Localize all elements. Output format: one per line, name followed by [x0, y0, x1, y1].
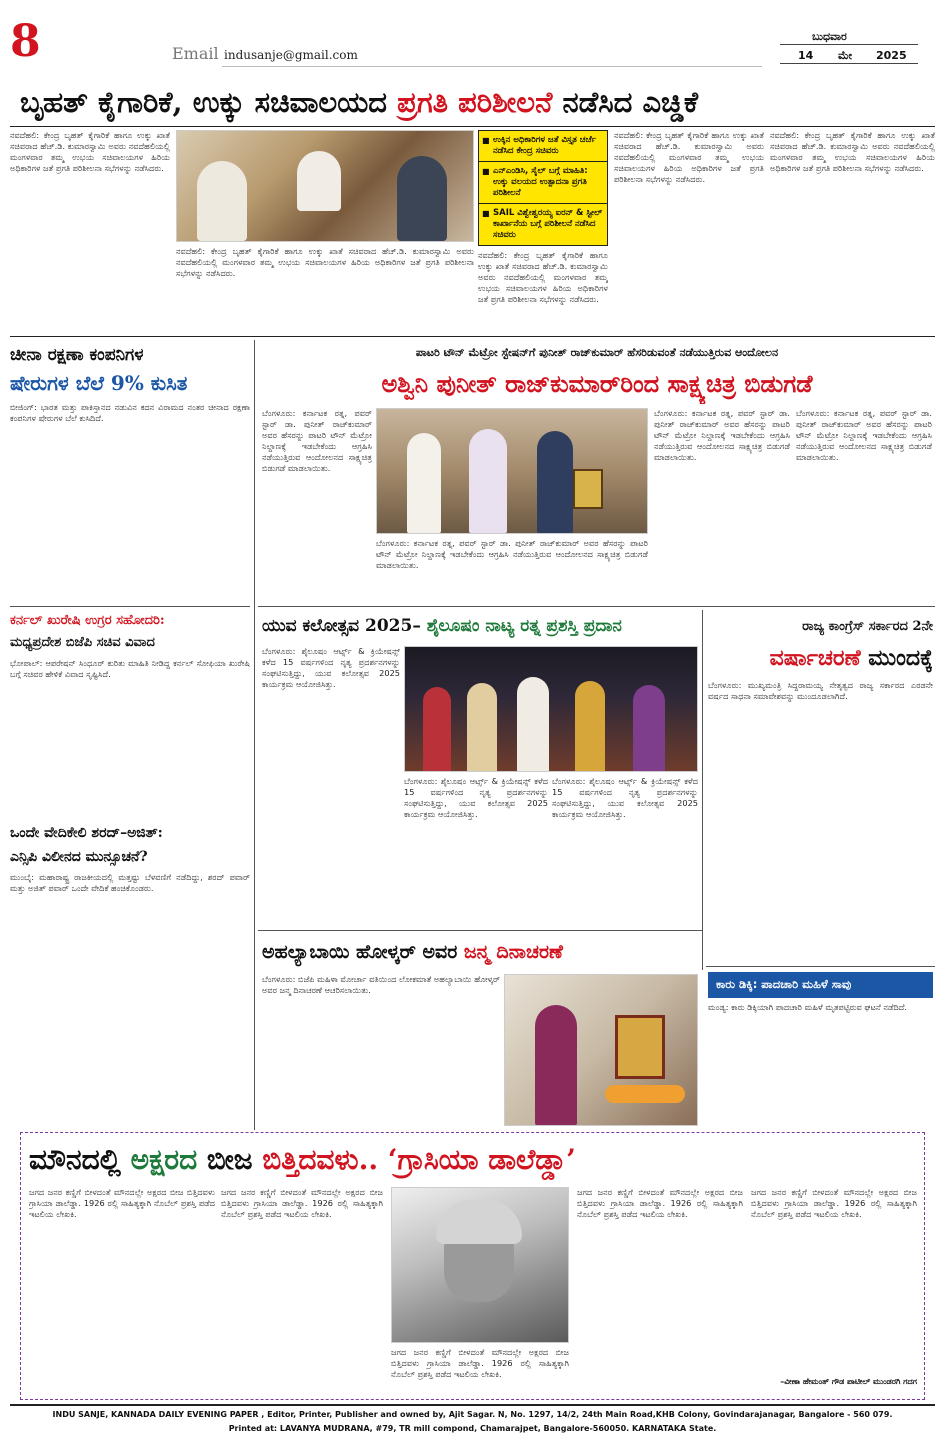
- headline-part: ಬೀಜ: [197, 1143, 263, 1176]
- person-figure: [535, 1005, 577, 1125]
- documentary-release-photo: [376, 408, 648, 534]
- headline-part-highlight: ಶೈಲೂಷಂ ನಾಟ್ಯ ರತ್ನ ಪ್ರಶಸ್ತಿ ಪ್ರದಾನ: [426, 616, 622, 636]
- story-body: ಬೆಂಗಳೂರು: ಕರ್ನಾಟಕ ರತ್ನ, ಪವರ್ ಸ್ಟಾರ್ ಡಾ. ಪುನೀತ್ ರಾಜ್‌ಕುಮಾರ್ ಅವರ ಹೆಸರನ್ನು ಪಾಟರಿ ಟೌನ್ ಮೆಟ್ರೋ ನಿಲ್ದಾಣಕ್ಕೆ ಇಡಬೇಕೆಂದು ಆಗ್ರಹಿಸಿ ನಡೆಯುತ್ತಿರುವ ಆಂದೋಲನದ ಸಾಕ್ಷ್ಯಚಿತ್ರ ಬಿಡುಗಡೆ ಮಾಡಲಾಯಿತು.: [376, 538, 648, 570]
- highlights-box: [478, 130, 608, 246]
- person-figure: [537, 431, 573, 533]
- story-body: ನವದೆಹಲಿ: ಕೇಂದ್ರ ಬೃಹತ್ ಕೈಗಾರಿಕೆ ಹಾಗೂ ಉಕ್ಕು ಖಾತೆ ಸಚಿವರಾದ ಹೆಚ್.ಡಿ. ಕುಮಾರಸ್ವಾಮಿ ಅವರು ನವದೆಹಲಿಯಲ್ಲಿ ಮಂಗಳವಾರ ತಮ್ಮ ಉಭಯ ಸಚಿವಾಲಯಗಳ ಹಿರಿಯ ಅಧಿಕಾರಿಗಳ ಜತೆ ಪ್ರಗತಿ ಪರಿಶೀಲನಾ ಸಭೆಗಳನ್ನು ನಡೆಸಿದರು.: [770, 130, 935, 173]
- story-body: ನವದೆಹಲಿ: ಕೇಂದ್ರ ಬೃಹತ್ ಕೈಗಾರಿಕೆ ಹಾಗೂ ಉಕ್ಕು ಖಾತೆ ಸಚಿವರಾದ ಹೆಚ್.ಡಿ. ಕುಮಾರಸ್ವಾಮಿ ಅವರು ನವದೆಹಲಿಯಲ್ಲಿ ಮಂಗಳವಾರ ತಮ್ಮ ಉಭಯ ಸಚಿವಾಲಯಗಳ ಹಿರಿಯ ಅಧಿಕಾರಿಗಳ ಜತೆ ಪ್ರಗತಿ ಪರಿಶೀಲನಾ ಸಭೆಗಳನ್ನು ನಡೆಸಿದರು.: [614, 130, 764, 184]
- headline-part: ಎನ್ಸಿಪಿ ವಿಲೀನದ ಮುನ್ಸೂಚನೆ?: [10, 849, 148, 865]
- story-body: ಜಗದ ಜನರ ಕಣ್ಣಿಗೆ ಬೀಳದಂತೆ ಮೌನದಲ್ಲೇ ಅಕ್ಷರದ ಬೀಜ ಬಿತ್ತಿದವಳು ಗ್ರಾಸಿಯಾ ಡಾಲೆಡ್ಡಾ. 1926 ರಲ್ಲಿ ಸಾಹಿತ್ಯಕ್ಕಾಗಿ ನೊಬೆಲ್ ಪ್ರಶಸ್ತಿ ಪಡೆದ ಇಟಲಿಯ ಲೇಖಕಿ.: [221, 1187, 383, 1219]
- kicker-metro: [262, 344, 932, 362]
- headline-part: ಬೃಹತ್ ಕೈಗಾರಿಕೆ, ಉಕ್ಕು ಸಚಿವಾಲಯದ: [20, 85, 398, 119]
- footer-rule: [10, 1404, 935, 1406]
- column-divider: [254, 340, 255, 1130]
- headline-part: ಅಹಲ್ಯಾಬಾಯಿ ಹೋಳ್ಕರ್ ಅವರ: [262, 941, 464, 963]
- headline-part: ಚೀನಾ ರಕ್ಷಣಾ ಕಂಪನಿಗಳ: [10, 345, 144, 365]
- story-body: ಬೆಂಗಳೂರು: ಮುಖ್ಯಮಂತ್ರಿ ಸಿದ್ದರಾಮಯ್ಯ ನೇತೃತ್ವದ ರಾಜ್ಯ ಸರ್ಕಾರದ ಎರಡನೇ ವರ್ಷದ ಸಾಧನಾ ಸಮಾವೇಶವನ್ನು ಮುಂದೂಡಲಾಗಿದೆ.: [708, 680, 933, 701]
- person-figure: [517, 677, 549, 772]
- headline-part: ಮಧ್ಯಪ್ರದೇಶ ಬಿಜೆಪಿ ಸಚಿವ ವಿವಾದ: [10, 635, 155, 650]
- memento-frame: [573, 469, 603, 509]
- headline-part: ಅಶ್ವಿನಿ ಪುನೀತ್ ರಾಜ್‌ಕುಮಾರ್‌ರಿಂದ: [381, 369, 668, 398]
- rule: [10, 606, 250, 607]
- story-body: ಬೆಂಗಳೂರು: ಕರ್ನಾಟಕ ರತ್ನ, ಪವರ್ ಸ್ಟಾರ್ ಡಾ. ಪುನೀತ್ ರಾಜ್‌ಕುಮಾರ್ ಅವರ ಹೆಸರನ್ನು ಪಾಟರಿ ಟೌನ್ ಮೆಟ್ರೋ ನಿಲ್ದಾಣಕ್ಕೆ ಇಡಬೇಕೆಂದು ಆಗ್ರಹಿಸಿ ನಡೆಯುತ್ತಿರುವ ಆಂದೋಲನದ ಸಾಕ್ಷ್ಯಚಿತ್ರ ಬಿಡುಗಡೆ ಮಾಡಲಾಯಿತು.: [654, 408, 790, 462]
- kicker-text: ರಾಜ್ಯ ಕಾಂಗ್ರೆಸ್ ಸರ್ಕಾರದ 2ನೇ: [802, 619, 933, 634]
- story-body: ಜಗದ ಜನರ ಕಣ್ಣಿಗೆ ಬೀಳದಂತೆ ಮೌನದಲ್ಲೇ ಅಕ್ಷರದ ಬೀಜ ಬಿತ್ತಿದವಳು ಗ್ರಾಸಿಯಾ ಡಾಲೆಡ್ಡಾ. 1926 ರಲ್ಲಿ ಸಾಹಿತ್ಯಕ್ಕಾಗಿ ನೊಬೆಲ್ ಪ್ರಶಸ್ತಿ ಪಡೆದ ಇಟಲಿಯ ಲೇಖಕಿ.: [751, 1187, 917, 1219]
- person-figure: [467, 683, 497, 772]
- story-body: ನವದೆಹಲಿ: ಕೇಂದ್ರ ಬೃಹತ್ ಕೈಗಾರಿಕೆ ಹಾಗೂ ಉಕ್ಕು ಖಾತೆ ಸಚಿವರಾದ ಹೆಚ್.ಡಿ. ಕುಮಾರಸ್ವಾಮಿ ಅವರು ನವದೆಹಲಿಯಲ್ಲಿ ಮಂಗಳವಾರ ತಮ್ಮ ಉಭಯ ಸಚಿವಾಲಯಗಳ ಹಿರಿಯ ಅಧಿಕಾರಿಗಳ ಜತೆ ಪ್ರಗತಿ ಪರಿಶೀಲನಾ ಸಭೆಗಳನ್ನು ನಡೆಸಿದರು.: [10, 130, 170, 173]
- headline-ahilyabai: [262, 934, 698, 970]
- headline-anniversary-postponed: [708, 640, 933, 676]
- headline-part-highlight: ಬಿತ್ತಿದವಳು.. ‘ಗ್ರಾಸಿಯಾ ಡಾಲೆಡ್ಡಾ’: [262, 1143, 576, 1176]
- person-figure: [297, 151, 341, 211]
- rule: [258, 930, 702, 931]
- headline-china-shares: [10, 368, 250, 398]
- highlight-item: ■ ಉಕ್ಕಿನ ಅಧಿಕಾರಿಗಳ ಜತೆ ವಿಸ್ತೃತ ಚರ್ಚೆ ನಡೆಸಿದ ಕೇಂದ್ರ ಸಚಿವರು: [479, 131, 607, 162]
- headline-part-highlight: ಷೇರುಗಳ ಬೆಲೆ 9% ಕುಸಿತ: [10, 371, 188, 395]
- date-day: 14: [798, 49, 814, 62]
- person-figure: [469, 429, 507, 533]
- feature-box: [20, 1132, 925, 1400]
- kicker-congress: [708, 616, 933, 638]
- headline-part-highlight: ಸಾಕ್ಷ್ಯಚಿತ್ರ ಬಿಡುಗಡೆ: [667, 369, 813, 398]
- highlight-item: ■ ಎನ್ಎಂಡಿಸಿ, ಸೈಲ್ ಬಗ್ಗೆ ಮಾಹಿತಿ: ಉಕ್ಕು ವಲಯದ ಉತ್ಪಾದನಾ ಪ್ರಗತಿ ಪರಿಶೀಲನೆ: [479, 162, 607, 204]
- headline-part-highlight: ಕರ್ನಲ್ ಖುರೇಷಿ ಉಗ್ರರ ಸಹೋದರಿ:: [10, 613, 165, 628]
- story-body: ಭೋಪಾಲ್: ಆಪರೇಷನ್ ಸಿಂಧೂರ್ ಕುರಿತು ಮಾಹಿತಿ ನೀಡಿದ್ದ ಕರ್ನಲ್ ಸೋಫಿಯಾ ಖುರೇಷಿ ಬಗ್ಗೆ ಸಚಿವರ ಹೇಳಿಕೆ ವಿವಾದ ಸೃಷ್ಟಿಸಿದೆ.: [10, 658, 250, 679]
- headline-yuva-kalotsava: [262, 610, 698, 642]
- person-figure: [197, 161, 247, 241]
- story-body: ಬೀಜಿಂಗ್: ಭಾರತ ಮತ್ತು ಪಾಕಿಸ್ತಾನದ ನಡುವಿನ ಕದನ ವಿರಾಮದ ನಂತರ ಚೀನಾದ ರಕ್ಷಣಾ ಕಂಪನಿಗಳ ಷೇರುಗಳ ಬೆಲೆ ಕುಸಿದಿದೆ.: [10, 402, 250, 423]
- email-label: Email: [172, 44, 219, 63]
- date-month: ಮೇ: [838, 49, 853, 62]
- rule: [258, 606, 935, 607]
- masthead-rule: [222, 66, 762, 67]
- highlights-list: [479, 131, 607, 245]
- portrait-hair: [436, 1200, 522, 1244]
- person-figure: [575, 681, 605, 772]
- headline-part: ಒಂದೇ ವೇದಿಕೇಲಿ ಶರದ್–ಅಜಿತ್:: [10, 825, 163, 841]
- headline-part: ಯುವ ಕಲೋತ್ಸವ 2025–: [262, 616, 427, 636]
- headline-steel-ministry: [20, 80, 925, 124]
- story-body: ಮಂಡ್ಯ: ಕಾರು ಡಿಕ್ಕಿಯಾಗಿ ಪಾದಚಾರಿ ಮಹಿಳೆ ಮೃತಪಟ್ಟಿರುವ ಘಟನೆ ನಡೆದಿದೆ.: [708, 1002, 908, 1012]
- rule: [10, 126, 935, 127]
- byline: –ವೀಣಾ ಹೇಮಂತ್ ಗೌಡ ಪಾಟೀಲ್ ಮುಂಡರಗಿ ಗದಗ: [780, 1377, 917, 1386]
- page-number: 8: [10, 16, 41, 67]
- headline-grazia-deledda: [29, 1137, 914, 1183]
- rule: [706, 966, 935, 967]
- story-body: ಬೆಂಗಳೂರು: ಶೈಲೂಷಂ ಆರ್ಟ್ಸ್ & ಕ್ರಿಯೇಷನ್ಸ್ ಕಳೆದ 15 ವರ್ಷಗಳಿಂದ ನೃತ್ಯ ಪ್ರದರ್ಶನಗಳನ್ನು ಸಂಘಟಿಸುತ್ತಿದ್ದು, ಯುವ ಕಲೋತ್ಸವ 2025 ಕಾರ್ಯಕ್ರಮ ಆಯೋಜಿಸಿತ್ತು.: [552, 776, 698, 819]
- tribute-photo: [504, 974, 698, 1126]
- portrait-frame: [615, 1015, 665, 1079]
- story-body: ನವದೆಹಲಿ: ಕೇಂದ್ರ ಬೃಹತ್ ಕೈಗಾರಿಕೆ ಹಾಗೂ ಉಕ್ಕು ಖಾತೆ ಸಚಿವರಾದ ಹೆಚ್.ಡಿ. ಕುಮಾರಸ್ವಾಮಿ ಅವರು ನವದೆಹಲಿಯಲ್ಲಿ ಮಂಗಳವಾರ ತಮ್ಮ ಉಭಯ ಸಚಿವಾಲಯಗಳ ಹಿರಿಯ ಅಧಿಕಾರಿಗಳ ಜತೆ ಪ್ರಗತಿ ಪರಿಶೀಲನಾ ಸಭೆಗಳನ್ನು ನಡೆಸಿದರು.: [478, 250, 608, 304]
- masthead: [0, 0, 945, 70]
- story-body: ಜಗದ ಜನರ ಕಣ್ಣಿಗೆ ಬೀಳದಂತೆ ಮೌನದಲ್ಲೇ ಅಕ್ಷರದ ಬೀಜ ಬಿತ್ತಿದವಳು ಗ್ರಾಸಿಯಾ ಡಾಲೆಡ್ಡಾ. 1926 ರಲ್ಲಿ ಸಾಹಿತ್ಯಕ್ಕಾಗಿ ನೊಬೆಲ್ ಪ್ರಶಸ್ತಿ ಪಡೆದ ಇಟಲಿಯ ಲೇಖಕಿ.: [29, 1187, 215, 1219]
- headline-sharad-ajit: [10, 822, 250, 844]
- headline-part-highlight: ಅಕ್ಷರದ: [130, 1143, 198, 1176]
- headline-part-highlight: ಪ್ರಗತಿ ಪರಿಶೀಲನೆ: [397, 85, 553, 119]
- meeting-photo: [176, 130, 474, 242]
- story-body: ಜಗದ ಜನರ ಕಣ್ಣಿಗೆ ಬೀಳದಂತೆ ಮೌನದಲ್ಲೇ ಅಕ್ಷರದ ಬೀಜ ಬಿತ್ತಿದವಳು ಗ್ರಾಸಿಯಾ ಡಾಲೆಡ್ಡಾ. 1926 ರಲ್ಲಿ ಸಾಹಿತ್ಯಕ್ಕಾಗಿ ನೊಬೆಲ್ ಪ್ರಶಸ್ತಿ ಪಡೆದ ಇಟಲಿಯ ಲೇಖಕಿ.: [577, 1187, 743, 1219]
- person-figure: [423, 687, 451, 772]
- headline-part: ನಡೆಸಿದ ಎಚ್ಡಿಕೆ: [552, 85, 699, 119]
- highlight-item: ■ SAIL ವಿಶ್ವೇಶ್ವರಯ್ಯ ಐರನ್ & ಸ್ಟೀಲ್ ಕಾರ್ಖಾನೆಯ ಬಗ್ಗೆ ಪರಿಶೀಲನೆ ನಡೆಸಿದ ಸಚಿವರು: [479, 204, 607, 245]
- email-address[interactable]: indusanje@gmail.com: [224, 48, 358, 62]
- weekday: ಬುಧವಾರ: [812, 30, 847, 43]
- headline-accident: ಕಾರು ಡಿಕ್ಕಿ: ಪಾದಚಾರಿ ಮಹಿಳೆ ಸಾವು: [716, 977, 852, 991]
- award-ceremony-photo: [404, 646, 698, 772]
- rule: [10, 336, 935, 337]
- headline-mp-controversy: [10, 632, 250, 654]
- story-body: ಬೆಂಗಳೂರು: ಕರ್ನಾಟಕ ರತ್ನ, ಪವರ್ ಸ್ಟಾರ್ ಡಾ. ಪುನೀತ್ ರಾಜ್‌ಕುಮಾರ್ ಅವರ ಹೆಸರನ್ನು ಪಾಟರಿ ಟೌನ್ ಮೆಟ್ರೋ ನಿಲ್ದಾಣಕ್ಕೆ ಇಡಬೇಕೆಂದು ಆಗ್ರಹಿಸಿ ನಡೆಯುತ್ತಿರುವ ಆಂದೋಲನದ ಸಾಕ್ಷ್ಯಚಿತ್ರ ಬಿಡುಗಡೆ ಮಾಡಲಾಯಿತು.: [262, 408, 372, 473]
- imprint-line: INDU SANJE, KANNADA DAILY EVENING PAPER , Editor, Printer, Publisher and owned by, Ajit Sagar. N, No. 1297, 14/2, 24th Main Road,KHB Colony, Govindarajanagar, Bangalore - 560 079.: [52, 1410, 893, 1419]
- column-divider: [702, 610, 703, 970]
- headline-china-defence: [10, 342, 250, 368]
- author-portrait: [391, 1187, 569, 1343]
- printer-line: Printed at: LAVANYA MUDRANA, #79, TR mill compond, Chamarajpet, Bangalore-560050. KARNATAKA State.: [228, 1424, 717, 1433]
- kicker-text: ಪಾಟರಿ ಟೌನ್ ಮೆಟ್ರೋ ಸ್ಟೇಷನ್‌ಗೆ ಪುನೀತ್ ರಾಜ್‌ಕುಮಾರ್ ಹೆಸರಿಡುವಂತೆ ನಡೆಯುತ್ತಿರುವ ಆಂದೋಲನ: [415, 346, 779, 359]
- person-figure: [397, 156, 447, 241]
- headline-ncp-merger: [10, 846, 250, 868]
- headline-part: ಮೌನದಲ್ಲಿ: [29, 1143, 131, 1176]
- headline-colonel-remark: [10, 610, 250, 632]
- headline-ashwini-puneeth: [262, 364, 932, 404]
- story-body: ನವದೆಹಲಿ: ಕೇಂದ್ರ ಬೃಹತ್ ಕೈಗಾರಿಕೆ ಹಾಗೂ ಉಕ್ಕು ಖಾತೆ ಸಚಿವರಾದ ಹೆಚ್.ಡಿ. ಕುಮಾರಸ್ವಾಮಿ ಅವರು ನವದೆಹಲಿಯಲ್ಲಿ ಮಂಗಳವಾರ ತಮ್ಮ ಉಭಯ ಸಚಿವಾಲಯಗಳ ಹಿರಿಯ ಅಧಿಕಾರಿಗಳ ಜತೆ ಪ್ರಗತಿ ಪರಿಶೀಲನಾ ಸಭೆಗಳನ್ನು ನಡೆಸಿದರು.: [176, 246, 474, 278]
- story-body: ಬೆಂಗಳೂರು: ಶೈಲೂಷಂ ಆರ್ಟ್ಸ್ & ಕ್ರಿಯೇಷನ್ಸ್ ಕಳೆದ 15 ವರ್ಷಗಳಿಂದ ನೃತ್ಯ ಪ್ರದರ್ಶನಗಳನ್ನು ಸಂಘಟಿಸುತ್ತಿದ್ದು, ಯುವ ಕಲೋತ್ಸವ 2025 ಕಾರ್ಯಕ್ರಮ ಆಯೋಜಿಸಿತ್ತು.: [404, 776, 548, 819]
- story-body: ಬೆಂಗಳೂರು: ಶೈಲೂಷಂ ಆರ್ಟ್ಸ್ & ಕ್ರಿಯೇಷನ್ಸ್ ಕಳೆದ 15 ವರ್ಷಗಳಿಂದ ನೃತ್ಯ ಪ್ರದರ್ಶನಗಳನ್ನು ಸಂಘಟಿಸುತ್ತಿದ್ದು, ಯುವ ಕಲೋತ್ಸವ 2025 ಕಾರ್ಯಕ್ರಮ ಆಯೋಜಿಸಿತ್ತು.: [262, 646, 400, 689]
- headline-part-highlight: ವರ್ಷಾಚರಣೆ: [769, 645, 861, 671]
- headline-part: ಮುಂದಕ್ಕೆ: [860, 645, 933, 671]
- person-figure: [407, 433, 441, 533]
- date-year: 2025: [876, 49, 907, 62]
- story-body: ಬೆಂಗಳೂರು: ಕರ್ನಾಟಕ ರತ್ನ, ಪವರ್ ಸ್ಟಾರ್ ಡಾ. ಪುನೀತ್ ರಾಜ್‌ಕುಮಾರ್ ಅವರ ಹೆಸರನ್ನು ಪಾಟರಿ ಟೌನ್ ಮೆಟ್ರೋ ನಿಲ್ದಾಣಕ್ಕೆ ಇಡಬೇಕೆಂದು ಆಗ್ರಹಿಸಿ ನಡೆಯುತ್ತಿರುವ ಆಂದೋಲನದ ಸಾಕ್ಷ್ಯಚಿತ್ರ ಬಿಡುಗಡೆ ಮಾಡಲಾಯಿತು.: [796, 408, 932, 462]
- story-body: ಬೆಂಗಳೂರು: ಬಿಜೆಪಿ ಮಹಿಳಾ ಮೋರ್ಚಾ ವತಿಯಿಂದ ಲೋಕಮಾತೆ ಅಹಲ್ಯಾಬಾಯಿ ಹೋಳ್ಕರ್ ಅವರ ಜನ್ಮ ದಿನಾಚರಣೆ ಆಚರಿಸಲಾಯಿತು.: [262, 974, 500, 995]
- story-body: ಜಗದ ಜನರ ಕಣ್ಣಿಗೆ ಬೀಳದಂತೆ ಮೌನದಲ್ಲೇ ಅಕ್ಷರದ ಬೀಜ ಬಿತ್ತಿದವಳು ಗ್ರಾಸಿಯಾ ಡಾಲೆಡ್ಡಾ. 1926 ರಲ್ಲಿ ಸಾಹಿತ್ಯಕ್ಕಾಗಿ ನೊಬೆಲ್ ಪ್ರಶಸ್ತಿ ಪಡೆದ ಇಟಲಿಯ ಲೇಖಕಿ.: [391, 1347, 569, 1379]
- person-figure: [633, 685, 665, 772]
- headline-part-highlight: ಜನ್ಮ ದಿನಾಚರಣೆ: [463, 941, 563, 963]
- flower-garland: [605, 1085, 685, 1103]
- accident-headline-box: [708, 972, 933, 998]
- date-box: [780, 44, 918, 64]
- story-body: ಮುಂಬೈ: ಮಹಾರಾಷ್ಟ್ರ ರಾಜಕೀಯದಲ್ಲಿ ಮತ್ತಷ್ಟು ಬೆಳವಣಿಗೆ ನಡೆದಿದ್ದು, ಶರದ್ ಪವಾರ್ ಮತ್ತು ಅಜಿತ್ ಪವಾರ್ ಒಂದೇ ವೇದಿಕೆ ಹಂಚಿಕೊಂಡರು.: [10, 872, 250, 893]
